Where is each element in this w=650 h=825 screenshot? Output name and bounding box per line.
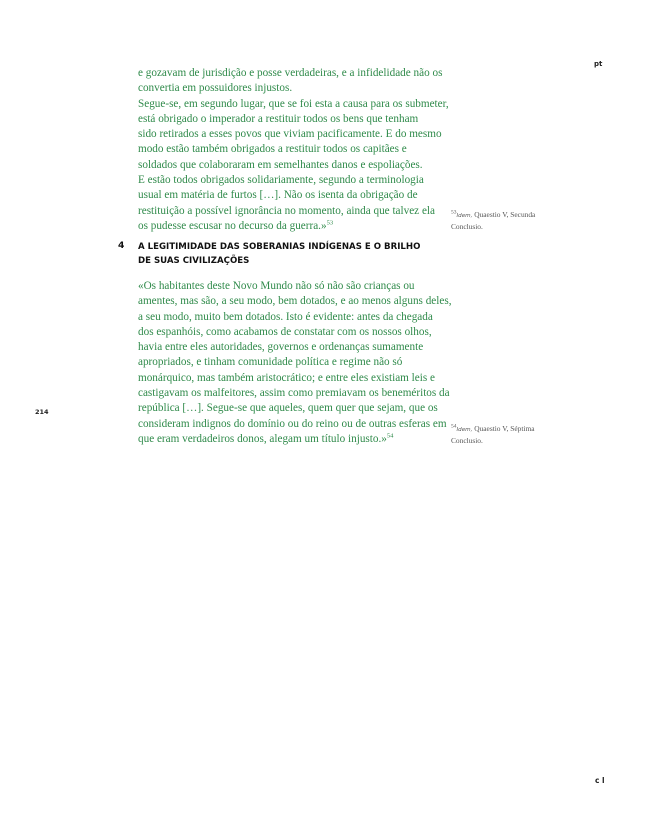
text-line: e gozavam de jurisdição e posse verdadeiras, e a infidelidade não os: [138, 67, 443, 79]
section-mark: c l: [595, 776, 605, 785]
footnote-number: 53: [451, 209, 457, 216]
footnote-line: Conclusio.: [451, 221, 483, 231]
footnote-author: Idem,: [456, 213, 473, 219]
text-line: a seu modo, muito bem dotados. Isto é evidente: antes da chegada: [138, 310, 433, 323]
text-line: modo estão também obrigados a restituir todos os capitães e: [138, 143, 407, 156]
text-line: amentes, mas são, a seu modo, bem dotados, e ao menos alguns deles,: [138, 295, 452, 308]
footnote-ref-53[interactable]: 53: [326, 219, 334, 227]
text-line: república […]. Segue-se que aqueles, quem quer que sejam, que os: [138, 402, 438, 415]
section-heading: [138, 240, 438, 268]
text-line: convertia em possuidores injustos.: [138, 82, 293, 95]
page-number: 214: [35, 408, 49, 416]
text-line: sido retirados a esses povos que viviam pacificamente. E do mesmo: [138, 128, 442, 141]
footnote-53: [451, 210, 601, 231]
text-line: havia entre eles autoridades, governos e ordenanças sumamente: [138, 341, 424, 354]
text-line-content: os pudesse escusar no decurso da guerra.»: [138, 219, 327, 232]
text-line: está obrigado o imperador a restituir todos os bens que tenham: [138, 112, 419, 125]
footnote-54: [451, 424, 601, 445]
text-line: usual em matéria de furtos […]. Não os isenta da obrigação de: [138, 189, 418, 202]
footnote-source: Quaestio V, Secunda: [472, 210, 536, 219]
text-line-content: que eram verdadeiros donos, alegam um título injusto.»: [138, 432, 387, 445]
language-tag: pt: [594, 60, 603, 68]
text-line: [138, 219, 443, 234]
footnote-line: [451, 424, 601, 436]
text-line: [138, 432, 443, 447]
text-line: restituição a possível ignorância no momento, ainda que talvez ela: [138, 204, 435, 217]
quote-block-one: [138, 66, 449, 234]
text-line: dos espanhóis, como acabamos de constatar com os nossos olhos,: [138, 325, 432, 338]
text-line: soldados que colaboraram em semelhantes danos e espoliações.: [138, 158, 423, 171]
text-line: consideram indignos do domínio ou do reino ou de outras esferas em: [138, 417, 447, 430]
footnote-source: Quaestio V, Séptima: [472, 424, 535, 433]
heading-line: A LEGITIMIDADE DAS SOBERANIAS INDÍGENAS E O BRILHO: [138, 242, 421, 252]
quote-block-two: [138, 279, 452, 447]
footnote-line: [451, 210, 601, 222]
footnote-ref-54[interactable]: 54: [386, 432, 394, 440]
text-line: E estão todos obrigados solidariamente, segundo a terminologia: [138, 174, 424, 187]
text-line: «Os habitantes deste Novo Mundo não só não são crianças ou: [138, 280, 415, 292]
footnote-author: Idem,: [456, 427, 473, 433]
footnote-number: 54: [451, 423, 457, 430]
text-line: apropriados, e tinham comunidade política e regime não só: [138, 356, 403, 369]
text-line: Segue-se, em segundo lugar, que se foi esta a causa para os submeter,: [138, 97, 449, 110]
text-line: castigavam os malfeitores, assim como premiavam os beneméritos da: [138, 387, 450, 400]
section-number: 4: [118, 240, 125, 251]
heading-line: DE SUAS CIVILIZAÇÕES: [138, 256, 250, 266]
footnote-line: Conclusio.: [451, 435, 483, 445]
text-line: monárquico, mas também aristocrático; e entre eles existiam leis e: [138, 371, 435, 384]
